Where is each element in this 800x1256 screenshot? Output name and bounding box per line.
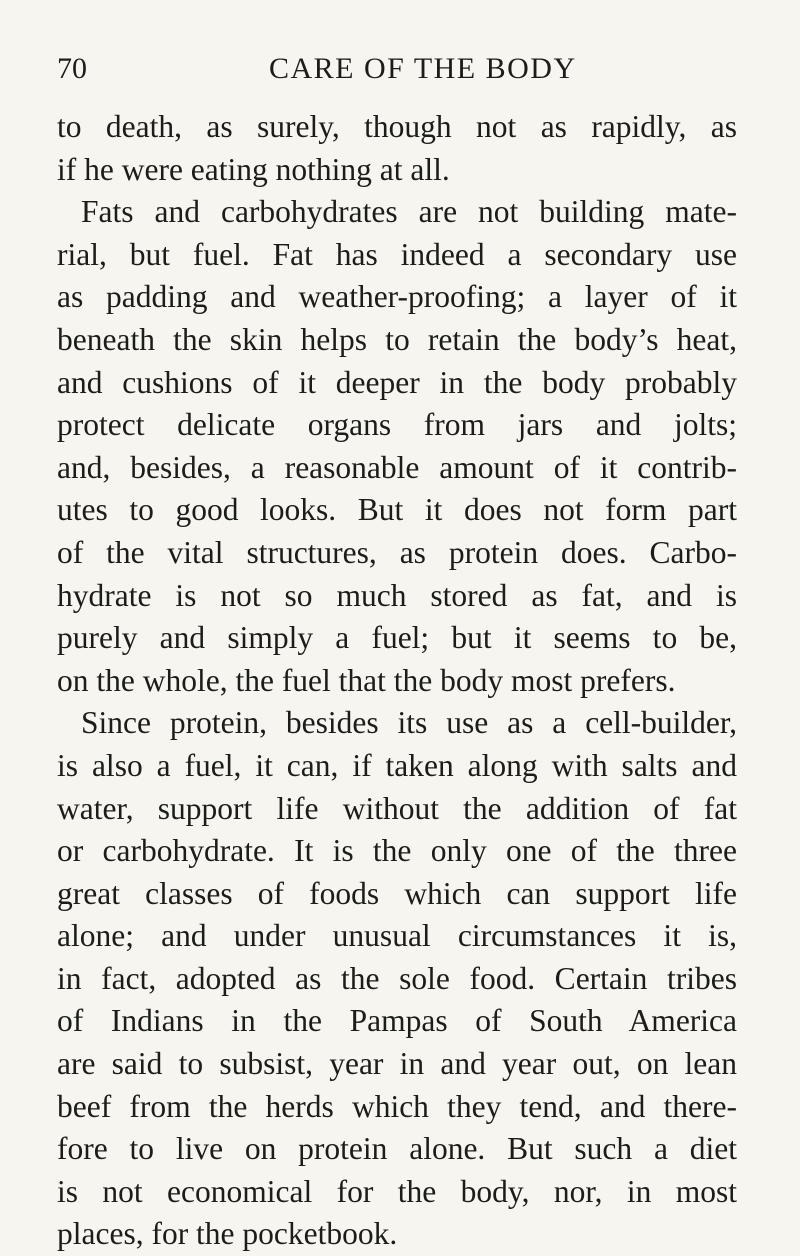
text-line: are said to subsist, year in and year out, on lean (57, 1046, 737, 1082)
text-line: or carbohydrate. It is the only one of the three (57, 833, 737, 869)
text-line: and cushions of it deeper in the body probably (57, 364, 737, 400)
text-line: rial, but fuel. Fat has indeed a secondary use (57, 236, 737, 272)
text-line: protect delicate organs from jars and jolts; (57, 407, 737, 443)
page-number: 70 (57, 52, 87, 85)
text-line: utes to good looks. But it does not form part (57, 492, 737, 528)
text-line: in fact, adopted as the sole food. Certain tribes (57, 960, 737, 996)
text-line: on the whole, the fuel that the body most prefers. (57, 662, 676, 698)
paragraph-start-line: Since protein, besides its use as a cell-builder, (81, 705, 737, 741)
text-line: to death, as surely, though not as rapidly, as (57, 109, 737, 144)
text-line: is also a fuel, it can, if taken along with salts and (57, 747, 737, 783)
text-line: and, besides, a reasonable amount of it contrib- (57, 449, 737, 485)
text-line: as padding and weather-proofing; a layer of it (57, 279, 737, 315)
text-line: beneath the skin helps to retain the body’s heat, (57, 321, 737, 357)
text-line: beef from the herds which they tend, and there- (57, 1088, 737, 1124)
text-line: of the vital structures, as protein does. Carbo- (57, 534, 737, 570)
running-head (57, 52, 757, 92)
paragraph-start-line: Fats and carbohydrates are not building mate- (81, 194, 737, 230)
text-line: is not economical for the body, nor, in most (57, 1173, 737, 1209)
text-line: great classes of foods which can support life (57, 875, 737, 911)
running-head-title: CARE OF THE BODY (269, 52, 577, 85)
text-line: if he were eating nothing at all. (57, 151, 450, 187)
text-line: of Indians in the Pampas of South America (57, 1003, 737, 1039)
text-line: alone; and under unusual circumstances it is, (57, 918, 737, 954)
text-line: fore to live on protein alone. But such a diet (57, 1131, 737, 1167)
body-text (57, 106, 737, 1256)
text-line: hydrate is not so much stored as fat, and is (57, 577, 737, 613)
text-line: places, for the pocketbook. (57, 1216, 398, 1252)
text-line: purely and simply a fuel; but it seems to be, (57, 620, 737, 656)
text-line: water, support life without the addition of fat (57, 790, 737, 826)
